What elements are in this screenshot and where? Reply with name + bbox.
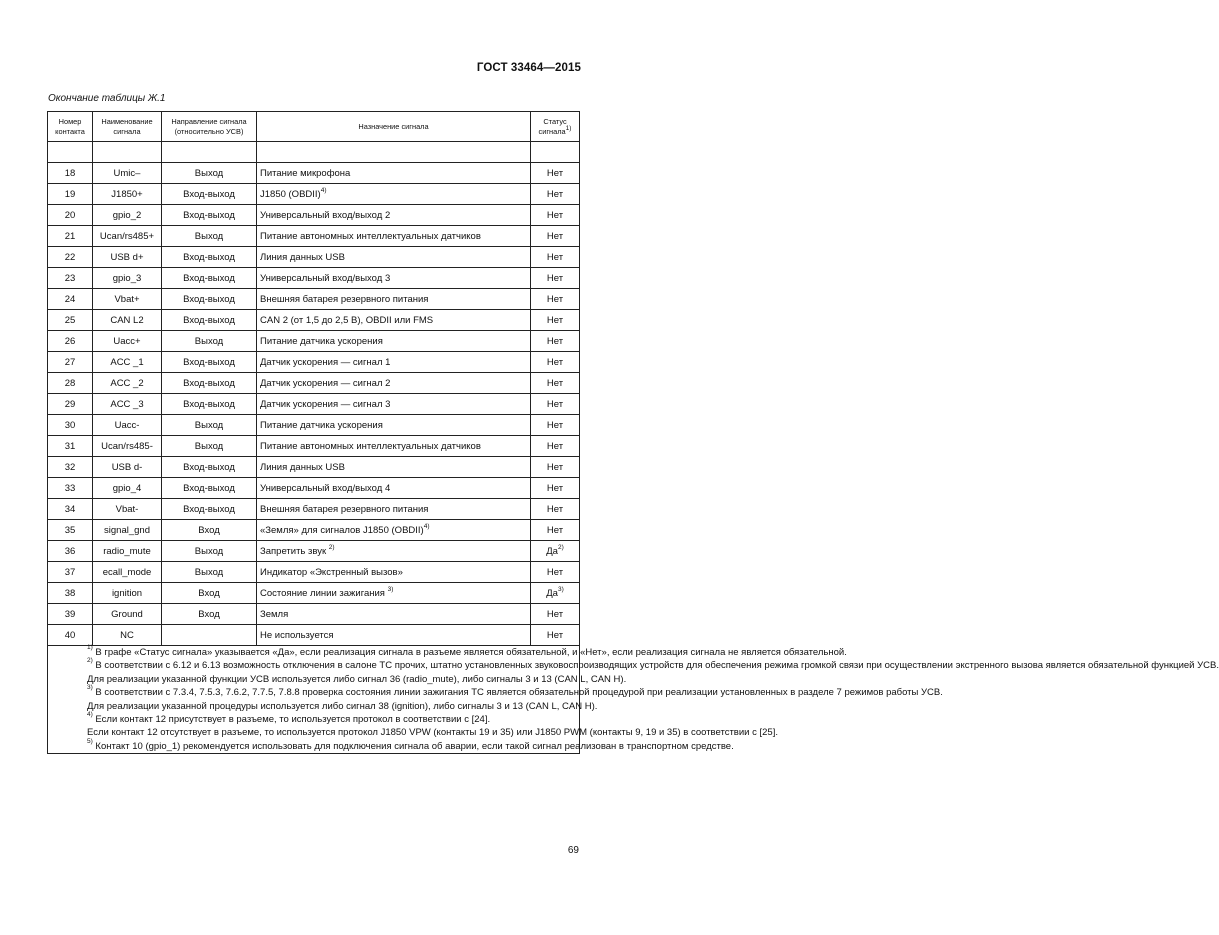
signal-purpose-cell: Датчик ускорения — сигнал 3 [257,394,531,415]
footnote-paragraph: $^{4)}$ Если контакт 12 присутствует в разъеме, то используется протокол в соответствии с [24]. [87,711,491,726]
signal-name-cell: Vbat+ [93,289,162,310]
signal-direction-cell: Вход-выход [162,499,257,520]
signal-name-cell: ignition [93,583,162,604]
table-row [48,184,580,205]
footnote-ref: 4) [423,522,430,530]
table-row [48,562,580,583]
contact-number-cell: 35 [48,520,93,541]
signal-purpose-cell: Питание датчика ускорения [257,331,531,352]
footnote-paragraph: $^{3)}$ В соответствии с 7.3.4, 7.5.3, 7.6.2, 7.7.5, 7.8.8 проверка состояния линии зажигания ТС является обязательной процедурой при реализации установленных в разделе 7 режимов работы УСВ. [87,684,943,699]
signal-name-cell: gpio_3 [93,268,162,289]
footnote-paragraph: Если контакт 12 отсутствует в разъеме, то используется протокол J1850 VPW (контакты 19 и 35) или J1850 PWM (контакты 9, 19 и 35) в соответствии с [25]. [87,727,778,739]
signal-name-cell: radio_mute [93,541,162,562]
signal-name-cell: Uacc+ [93,331,162,352]
table-row [48,352,580,373]
header-signal-purpose: Назначение сигнала [257,112,531,142]
table-row [48,499,580,520]
table-row [48,583,580,604]
header-contact-number: Номер контакта [48,112,93,142]
contact-number-cell: 23 [48,268,93,289]
signal-purpose-cell: Индикатор «Экстренный вызов» [257,562,531,583]
signal-purpose-cell: Линия данных USB [257,247,531,268]
contact-number-cell: 29 [48,394,93,415]
signal-status-cell: Нет [531,478,580,499]
signal-purpose-cell: Универсальный вход/выход 2 [257,205,531,226]
footnote-ref: 3) [387,585,394,593]
contact-number-cell: 25 [48,310,93,331]
signal-direction-cell: Выход [162,331,257,352]
contact-number-cell: 18 [48,163,93,184]
signal-purpose-cell: Внешняя батарея резервного питания [257,289,531,310]
footnote-mark: 5) [87,737,93,745]
signal-purpose-cell: Питание микрофона [257,163,531,184]
signal-status-cell: Нет [531,205,580,226]
signal-status-cell: Нет [531,499,580,520]
table-header-row [48,112,580,142]
signal-purpose-cell: «Земля» для сигналов J1850 (OBDII)$^{4)}$ [257,520,531,541]
contact-number-cell: 28 [48,373,93,394]
signal-name-cell: gpio_2 [93,205,162,226]
signal-direction-cell: Вход-выход [162,373,257,394]
signal-status-cell: Нет [531,373,580,394]
footnote-paragraph: $^{1)}$ В графе «Статус сигнала» указывается «Да», если реализация сигнала в разъеме является обязательной, и «Нет», если реализация сигнала не является обязательной. [87,644,847,658]
signal-name-cell: USB d- [93,457,162,478]
signal-table [47,111,1219,754]
signal-purpose-cell: Датчик ускорения — сигнал 2 [257,373,531,394]
signal-name-cell: Uacc- [93,415,162,436]
signal-status-cell: Нет [531,310,580,331]
signal-direction-cell: Выход [162,226,257,247]
signal-status-cell: Нет [531,436,580,457]
contact-number-cell: 34 [48,499,93,520]
signal-purpose-cell: Питание автономных интеллектуальных датчиков [257,226,531,247]
contact-number-cell: 31 [48,436,93,457]
signal-direction-cell: Вход-выход [162,478,257,499]
signal-purpose-cell: J1850 (OBDII)$^{4)}$ [257,184,531,205]
footnotes [48,644,1219,754]
table-caption: Окончание таблицы Ж.1 [48,93,166,104]
signal-status-cell: Нет [531,562,580,583]
signal-direction-cell: Вход-выход [162,289,257,310]
contact-number-cell: 24 [48,289,93,310]
signal-direction-cell: Вход [162,604,257,625]
signal-purpose-cell: Не используется [257,625,531,646]
contact-number-cell: 20 [48,205,93,226]
signal-direction-cell: Вход-выход [162,268,257,289]
signal-direction-cell: Выход [162,163,257,184]
signal-status-cell: $Да^{3)}$ [531,583,580,604]
signal-name-cell: Ground [93,604,162,625]
header-signal-name: Наименование сигнала [93,112,162,142]
footnote-mark: 1) [87,644,93,651]
signal-direction-cell: Выход [162,436,257,457]
table-row [48,478,580,499]
contact-number-cell: 32 [48,457,93,478]
table-row [48,289,580,310]
table-row [48,520,580,541]
signal-name-cell: Vbat- [93,499,162,520]
signal-name-cell: Ucan/rs485- [93,436,162,457]
signal-purpose-cell: Земля [257,604,531,625]
signal-direction-cell [162,625,257,646]
contact-number-cell: 26 [48,331,93,352]
signal-purpose-cell: Питание датчика ускорения [257,415,531,436]
signal-status-cell: Нет [531,184,580,205]
contact-number-cell: 39 [48,604,93,625]
signal-name-cell: ACC _2 [93,373,162,394]
signal-status-cell: Нет [531,457,580,478]
signal-name-cell: ACC _1 [93,352,162,373]
signal-name-cell: CAN L2 [93,310,162,331]
signal-name-cell: Umic– [93,163,162,184]
signal-purpose-cell: Состояние линии зажигания $^{3)}$ [257,583,531,604]
table-row [48,205,580,226]
signal-status-cell: Нет [531,226,580,247]
signal-status-cell: Нет [531,268,580,289]
signal-status-cell: Нет [531,415,580,436]
table-row [48,604,580,625]
footnote-ref: 1) [565,124,572,132]
signal-purpose-cell: Линия данных USB [257,457,531,478]
table-row [48,415,580,436]
signal-purpose-cell: Внешняя батарея резервного питания [257,499,531,520]
signal-purpose-cell: Универсальный вход/выход 3 [257,268,531,289]
signal-name-cell: signal_gnd [93,520,162,541]
table-row [48,541,580,562]
table-row [48,457,580,478]
signal-direction-cell: Вход-выход [162,247,257,268]
signal-direction-cell: Выход [162,541,257,562]
contact-number-cell: 21 [48,226,93,247]
contact-number-cell: 27 [48,352,93,373]
footnote-mark: 2) [87,657,93,665]
signal-name-cell: USB d+ [93,247,162,268]
signal-status-cell: Нет [531,604,580,625]
signal-status-cell: Нет [531,289,580,310]
signal-status-cell: Нет [531,163,580,184]
contact-number-cell: 38 [48,583,93,604]
table-row [48,436,580,457]
contact-number-cell: 37 [48,562,93,583]
signal-name-cell: ACC _3 [93,394,162,415]
footnote-ref: 4) [320,186,327,194]
contact-number-cell: 22 [48,247,93,268]
table-row [48,625,580,646]
contact-number-cell: 33 [48,478,93,499]
signal-purpose-cell: CAN 2 (от 1,5 до 2,5 В), OBDII или FMS [257,310,531,331]
table-row [48,163,580,184]
footnote-mark: 4) [87,711,93,719]
contact-number-cell: 36 [48,541,93,562]
table-row [48,394,580,415]
signal-name-cell: ecall_mode [93,562,162,583]
header-separator [48,142,580,163]
header-signal-direction: Направление сигнала (относительно УСВ) [162,112,257,142]
signal-name-cell: NC [93,625,162,646]
signal-status-cell: Нет [531,352,580,373]
footnote-ref: 3) [557,585,564,593]
header-signal-status: Статус сигнала$^{1)}$ [531,112,580,142]
signal-direction-cell: Вход-выход [162,184,257,205]
signal-purpose-cell: Универсальный вход/выход 4 [257,478,531,499]
table-row [48,373,580,394]
table-row [48,268,580,289]
signal-direction-cell: Вход-выход [162,352,257,373]
footnote-ref: 2) [557,543,564,551]
signal-purpose-cell: Запретить звук $^{2)}$ [257,541,531,562]
signal-direction-cell: Вход [162,520,257,541]
signal-name-cell: gpio_4 [93,478,162,499]
signal-status-cell: Нет [531,625,580,646]
signal-status-cell: Нет [531,394,580,415]
footnote-mark: 3) [87,684,93,692]
table-row [48,310,580,331]
signal-status-cell: $Да^{2)}$ [531,541,580,562]
signal-purpose-cell: Датчик ускорения — сигнал 1 [257,352,531,373]
page-number: 69 [567,845,579,856]
contact-number-cell: 19 [48,184,93,205]
footnote-paragraph: Для реализации указанной функции УСВ используется либо сигнал 36 (radio_mute), либо сигналы 3 и 13 (CAN L, CAN H). [87,673,627,685]
signal-purpose-cell: Питание автономных интеллектуальных датчиков [257,436,531,457]
signal-direction-cell: Вход-выход [162,394,257,415]
signal-direction-cell: Выход [162,562,257,583]
footnote-ref: 2) [328,543,335,551]
signal-status-cell: Нет [531,520,580,541]
table-row [48,331,580,352]
signal-direction-cell: Выход [162,415,257,436]
signal-name-cell: J1850+ [93,184,162,205]
table-row [48,247,580,268]
signal-status-cell: Нет [531,331,580,352]
footnote-paragraph: $^{2)}$ В соответствии с 6.12 и 6.13 возможность отключения в салоне ТС прочих, штатно установленных звуковоспроизводящих устройств для обеспечения режима громкой связи при осуществлении экстренного вызова является обязательной функцией УСВ. [87,657,1219,672]
document-code: ГОСТ 33464—2015 [476,62,581,74]
contact-number-cell: 30 [48,415,93,436]
footnote-paragraph: Для реализации указанной процедуры используется либо сигнал 38 (ignition), либо сигналы 3 и 13 (CAN L, CAN H). [87,700,598,712]
signal-status-cell: Нет [531,247,580,268]
signal-name-cell: Ucan/rs485+ [93,226,162,247]
table-row [48,226,580,247]
contact-number-cell: 40 [48,625,93,646]
signal-direction-cell: Вход-выход [162,457,257,478]
signal-direction-cell: Вход-выход [162,310,257,331]
footnote-paragraph: $^{5)}$ Контакт 10 (gpio_1) рекомендуется использовать для подключения сигнала об аварии, если такой сигнал реализован в транспортном средстве. [87,737,734,752]
signal-direction-cell: Вход-выход [162,205,257,226]
signal-direction-cell: Вход [162,583,257,604]
